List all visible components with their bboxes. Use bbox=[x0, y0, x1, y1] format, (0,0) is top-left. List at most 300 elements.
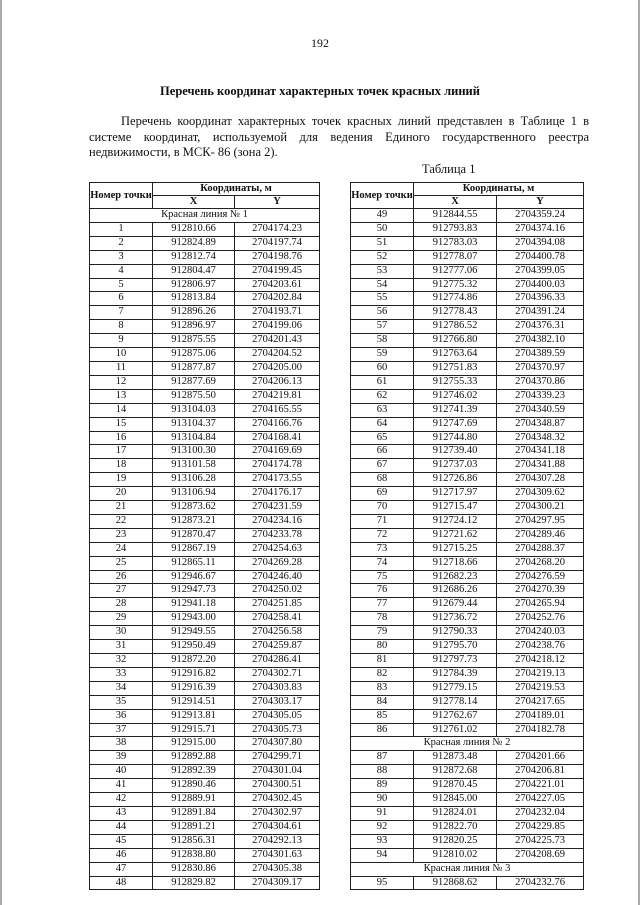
y-coordinate-cell: 2704309.62 bbox=[497, 487, 584, 501]
x-coordinate-cell: 912873.62 bbox=[153, 501, 235, 515]
table-row bbox=[351, 306, 584, 320]
point-number-cell: 77 bbox=[351, 598, 414, 612]
table-row bbox=[351, 528, 584, 542]
point-number-cell: 52 bbox=[351, 250, 414, 264]
table-row bbox=[351, 389, 584, 403]
table-row bbox=[90, 709, 320, 723]
point-number-cell: 39 bbox=[90, 751, 153, 765]
x-coordinate-cell: 912778.43 bbox=[414, 306, 497, 320]
table-row bbox=[90, 501, 320, 515]
point-number-cell: 62 bbox=[351, 389, 414, 403]
table-row bbox=[351, 820, 584, 834]
table-row bbox=[90, 570, 320, 584]
table-row bbox=[351, 403, 584, 417]
table-row bbox=[351, 654, 584, 668]
table-row bbox=[351, 709, 584, 723]
x-coordinate-cell: 912870.47 bbox=[153, 528, 235, 542]
table-row bbox=[90, 320, 320, 334]
table-row bbox=[351, 793, 584, 807]
table-row bbox=[351, 236, 584, 250]
point-number-cell: 41 bbox=[90, 779, 153, 793]
table-row bbox=[351, 723, 584, 737]
y-coordinate-cell: 2704391.24 bbox=[497, 306, 584, 320]
y-coordinate-cell: 2704238.76 bbox=[497, 640, 584, 654]
header-point-number: Номер точки bbox=[351, 183, 414, 209]
x-coordinate-cell: 912747.69 bbox=[414, 417, 497, 431]
table-row bbox=[351, 514, 584, 528]
point-number-cell: 43 bbox=[90, 806, 153, 820]
point-number-cell: 85 bbox=[351, 709, 414, 723]
point-number-cell: 8 bbox=[90, 320, 153, 334]
point-number-cell: 30 bbox=[90, 626, 153, 640]
x-coordinate-cell: 912726.86 bbox=[414, 473, 497, 487]
point-number-cell: 3 bbox=[90, 250, 153, 264]
x-coordinate-cell: 912746.02 bbox=[414, 389, 497, 403]
y-coordinate-cell: 2704233.78 bbox=[235, 528, 320, 542]
table-row bbox=[351, 612, 584, 626]
x-coordinate-cell: 912810.02 bbox=[414, 848, 497, 862]
table-row bbox=[351, 459, 584, 473]
y-coordinate-cell: 2704394.08 bbox=[497, 236, 584, 250]
x-coordinate-cell: 912824.01 bbox=[414, 806, 497, 820]
x-coordinate-cell: 912915.00 bbox=[153, 737, 235, 751]
table-row bbox=[90, 236, 320, 250]
x-coordinate-cell: 912774.86 bbox=[414, 292, 497, 306]
table-row bbox=[90, 654, 320, 668]
x-coordinate-cell: 912737.03 bbox=[414, 459, 497, 473]
x-coordinate-cell: 912844.55 bbox=[414, 209, 497, 223]
y-coordinate-cell: 2704289.46 bbox=[497, 528, 584, 542]
x-coordinate-cell: 912868.62 bbox=[414, 876, 497, 890]
point-number-cell: 35 bbox=[90, 695, 153, 709]
table-row bbox=[351, 542, 584, 556]
point-number-cell: 76 bbox=[351, 584, 414, 598]
y-coordinate-cell: 2704340.59 bbox=[497, 403, 584, 417]
point-number-cell: 94 bbox=[351, 848, 414, 862]
x-coordinate-cell: 912875.50 bbox=[153, 389, 235, 403]
point-number-cell: 79 bbox=[351, 626, 414, 640]
x-coordinate-cell: 912755.33 bbox=[414, 375, 497, 389]
y-coordinate-cell: 2704252.76 bbox=[497, 612, 584, 626]
point-number-cell: 92 bbox=[351, 820, 414, 834]
x-coordinate-cell: 912679.44 bbox=[414, 598, 497, 612]
point-number-cell: 20 bbox=[90, 487, 153, 501]
point-number-cell: 75 bbox=[351, 570, 414, 584]
table-row bbox=[351, 375, 584, 389]
point-number-cell: 71 bbox=[351, 514, 414, 528]
y-coordinate-cell: 2704303.17 bbox=[235, 695, 320, 709]
x-coordinate-cell: 912829.82 bbox=[153, 876, 235, 890]
x-coordinate-cell: 912744.80 bbox=[414, 431, 497, 445]
table-row bbox=[351, 806, 584, 820]
y-coordinate-cell: 2704173.55 bbox=[235, 473, 320, 487]
x-coordinate-cell: 912946.67 bbox=[153, 570, 235, 584]
y-coordinate-cell: 2704193.71 bbox=[235, 306, 320, 320]
x-coordinate-cell: 912950.49 bbox=[153, 640, 235, 654]
y-coordinate-cell: 2704250.02 bbox=[235, 584, 320, 598]
section-row bbox=[90, 209, 320, 223]
point-number-cell: 90 bbox=[351, 793, 414, 807]
y-coordinate-cell: 2704234.16 bbox=[235, 514, 320, 528]
point-number-cell: 29 bbox=[90, 612, 153, 626]
x-coordinate-cell: 912870.45 bbox=[414, 779, 497, 793]
point-number-cell: 84 bbox=[351, 695, 414, 709]
table-row bbox=[90, 389, 320, 403]
point-number-cell: 19 bbox=[90, 473, 153, 487]
y-coordinate-cell: 2704246.40 bbox=[235, 570, 320, 584]
y-coordinate-cell: 2704199.06 bbox=[235, 320, 320, 334]
y-coordinate-cell: 2704376.31 bbox=[497, 320, 584, 334]
table-row bbox=[90, 751, 320, 765]
point-number-cell: 66 bbox=[351, 445, 414, 459]
x-coordinate-cell: 912778.07 bbox=[414, 250, 497, 264]
table-row bbox=[351, 501, 584, 515]
y-coordinate-cell: 2704174.78 bbox=[235, 459, 320, 473]
x-coordinate-cell: 912845.00 bbox=[414, 793, 497, 807]
table-row bbox=[90, 278, 320, 292]
header-x: X bbox=[153, 196, 235, 209]
table-row bbox=[90, 723, 320, 737]
x-coordinate-cell: 912916.39 bbox=[153, 681, 235, 695]
point-number-cell: 89 bbox=[351, 779, 414, 793]
table-row bbox=[90, 487, 320, 501]
x-coordinate-cell: 912916.82 bbox=[153, 667, 235, 681]
y-coordinate-cell: 2704297.95 bbox=[497, 514, 584, 528]
x-coordinate-cell: 912856.31 bbox=[153, 834, 235, 848]
x-coordinate-cell: 912947.73 bbox=[153, 584, 235, 598]
document-title: Перечень координат характерных точек красных линий bbox=[160, 84, 480, 98]
point-number-cell: 56 bbox=[351, 306, 414, 320]
section-row bbox=[351, 737, 584, 751]
point-number-cell: 14 bbox=[90, 403, 153, 417]
y-coordinate-cell: 2704307.80 bbox=[235, 737, 320, 751]
point-number-cell: 69 bbox=[351, 487, 414, 501]
table-row bbox=[90, 681, 320, 695]
table-row bbox=[351, 779, 584, 793]
x-coordinate-cell: 912784.39 bbox=[414, 667, 497, 681]
header-coordinates: Координаты, м bbox=[414, 183, 584, 196]
y-coordinate-cell: 2704305.73 bbox=[235, 723, 320, 737]
point-number-cell: 24 bbox=[90, 542, 153, 556]
table-row bbox=[90, 375, 320, 389]
table-row bbox=[90, 264, 320, 278]
x-coordinate-cell: 912872.20 bbox=[153, 654, 235, 668]
x-coordinate-cell: 912795.70 bbox=[414, 640, 497, 654]
y-coordinate-cell: 2704303.83 bbox=[235, 681, 320, 695]
x-coordinate-cell: 912786.52 bbox=[414, 320, 497, 334]
x-coordinate-cell: 912715.47 bbox=[414, 501, 497, 515]
x-coordinate-cell: 912896.97 bbox=[153, 320, 235, 334]
x-coordinate-cell: 912717.97 bbox=[414, 487, 497, 501]
table-row bbox=[351, 570, 584, 584]
point-number-cell: 67 bbox=[351, 459, 414, 473]
y-coordinate-cell: 2704218.12 bbox=[497, 654, 584, 668]
point-number-cell: 12 bbox=[90, 375, 153, 389]
table-row bbox=[351, 292, 584, 306]
x-coordinate-cell: 912889.91 bbox=[153, 793, 235, 807]
table-row bbox=[90, 292, 320, 306]
y-coordinate-cell: 2704348.32 bbox=[497, 431, 584, 445]
table-row bbox=[90, 459, 320, 473]
y-coordinate-cell: 2704370.86 bbox=[497, 375, 584, 389]
table-row bbox=[90, 820, 320, 834]
point-number-cell: 23 bbox=[90, 528, 153, 542]
y-coordinate-cell: 2704305.05 bbox=[235, 709, 320, 723]
y-coordinate-cell: 2704206.81 bbox=[497, 765, 584, 779]
point-number-cell: 63 bbox=[351, 403, 414, 417]
table-row bbox=[90, 793, 320, 807]
table-row bbox=[90, 598, 320, 612]
y-coordinate-cell: 2704205.00 bbox=[235, 361, 320, 375]
header-coordinates: Координаты, м bbox=[153, 183, 320, 196]
table-row bbox=[351, 667, 584, 681]
point-number-cell: 58 bbox=[351, 334, 414, 348]
table-row bbox=[90, 431, 320, 445]
table-row bbox=[351, 264, 584, 278]
y-coordinate-cell: 2704396.33 bbox=[497, 292, 584, 306]
point-number-cell: 6 bbox=[90, 292, 153, 306]
x-coordinate-cell: 912804.47 bbox=[153, 264, 235, 278]
point-number-cell: 45 bbox=[90, 834, 153, 848]
table-row bbox=[351, 765, 584, 779]
y-coordinate-cell: 2704341.88 bbox=[497, 459, 584, 473]
y-coordinate-cell: 2704221.01 bbox=[497, 779, 584, 793]
point-number-cell: 88 bbox=[351, 765, 414, 779]
table-row bbox=[90, 514, 320, 528]
point-number-cell: 44 bbox=[90, 820, 153, 834]
point-number-cell: 34 bbox=[90, 681, 153, 695]
point-number-cell: 48 bbox=[90, 876, 153, 890]
point-number-cell: 28 bbox=[90, 598, 153, 612]
table-row bbox=[351, 431, 584, 445]
y-coordinate-cell: 2704217.65 bbox=[497, 695, 584, 709]
x-coordinate-cell: 912838.80 bbox=[153, 848, 235, 862]
y-coordinate-cell: 2704348.87 bbox=[497, 417, 584, 431]
point-number-cell: 10 bbox=[90, 348, 153, 362]
table-row bbox=[351, 848, 584, 862]
point-number-cell: 81 bbox=[351, 654, 414, 668]
x-coordinate-cell: 912682.23 bbox=[414, 570, 497, 584]
y-coordinate-cell: 2704176.17 bbox=[235, 487, 320, 501]
table-row bbox=[90, 334, 320, 348]
point-number-cell: 74 bbox=[351, 556, 414, 570]
point-number-cell: 42 bbox=[90, 793, 153, 807]
point-number-cell: 13 bbox=[90, 389, 153, 403]
point-number-cell: 82 bbox=[351, 667, 414, 681]
y-coordinate-cell: 2704276.59 bbox=[497, 570, 584, 584]
point-number-cell: 70 bbox=[351, 501, 414, 515]
x-coordinate-cell: 912741.39 bbox=[414, 403, 497, 417]
point-number-cell: 5 bbox=[90, 278, 153, 292]
y-coordinate-cell: 2704301.04 bbox=[235, 765, 320, 779]
point-number-cell: 2 bbox=[90, 236, 153, 250]
y-coordinate-cell: 2704232.04 bbox=[497, 806, 584, 820]
x-coordinate-cell: 912877.87 bbox=[153, 361, 235, 375]
y-coordinate-cell: 2704258.41 bbox=[235, 612, 320, 626]
table-row bbox=[90, 667, 320, 681]
y-coordinate-cell: 2704400.78 bbox=[497, 250, 584, 264]
y-coordinate-cell: 2704219.53 bbox=[497, 681, 584, 695]
y-coordinate-cell: 2704307.28 bbox=[497, 473, 584, 487]
x-coordinate-cell: 912915.71 bbox=[153, 723, 235, 737]
y-coordinate-cell: 2704254.63 bbox=[235, 542, 320, 556]
x-coordinate-cell: 912892.39 bbox=[153, 765, 235, 779]
point-number-cell: 32 bbox=[90, 654, 153, 668]
y-coordinate-cell: 2704206.13 bbox=[235, 375, 320, 389]
table-row bbox=[351, 681, 584, 695]
x-coordinate-cell: 912686.26 bbox=[414, 584, 497, 598]
x-coordinate-cell: 912813.84 bbox=[153, 292, 235, 306]
point-number-cell: 80 bbox=[351, 640, 414, 654]
table-row bbox=[351, 876, 584, 890]
point-number-cell: 36 bbox=[90, 709, 153, 723]
y-coordinate-cell: 2704305.38 bbox=[235, 862, 320, 876]
table-row bbox=[90, 361, 320, 375]
point-number-cell: 57 bbox=[351, 320, 414, 334]
point-number-cell: 47 bbox=[90, 862, 153, 876]
red-line-section-label: Красная линия № 1 bbox=[90, 209, 320, 223]
y-coordinate-cell: 2704302.71 bbox=[235, 667, 320, 681]
coordinates-table-right bbox=[350, 182, 584, 890]
x-coordinate-cell: 912820.25 bbox=[414, 834, 497, 848]
y-coordinate-cell: 2704203.61 bbox=[235, 278, 320, 292]
point-number-cell: 64 bbox=[351, 417, 414, 431]
point-number-cell: 60 bbox=[351, 361, 414, 375]
point-number-cell: 4 bbox=[90, 264, 153, 278]
x-coordinate-cell: 912739.40 bbox=[414, 445, 497, 459]
x-coordinate-cell: 912891.21 bbox=[153, 820, 235, 834]
x-coordinate-cell: 912790.33 bbox=[414, 626, 497, 640]
point-number-cell: 95 bbox=[351, 876, 414, 890]
y-coordinate-cell: 2704219.81 bbox=[235, 389, 320, 403]
point-number-cell: 59 bbox=[351, 348, 414, 362]
y-coordinate-cell: 2704265.94 bbox=[497, 598, 584, 612]
table-row bbox=[90, 695, 320, 709]
x-coordinate-cell: 912822.70 bbox=[414, 820, 497, 834]
y-coordinate-cell: 2704251.85 bbox=[235, 598, 320, 612]
point-number-cell: 53 bbox=[351, 264, 414, 278]
x-coordinate-cell: 912943.00 bbox=[153, 612, 235, 626]
table-row bbox=[351, 751, 584, 765]
table-row bbox=[90, 250, 320, 264]
x-coordinate-cell: 912890.46 bbox=[153, 779, 235, 793]
intro-paragraph: Перечень координат характерных точек красных линий представлен в Таблице 1 в системе координат, используемой для ведения Единого государственного реестра недвижимости, в МСК- 86 (зона 2). bbox=[89, 114, 589, 159]
point-number-cell: 61 bbox=[351, 375, 414, 389]
y-coordinate-cell: 2704288.37 bbox=[497, 542, 584, 556]
x-coordinate-cell: 912875.06 bbox=[153, 348, 235, 362]
point-number-cell: 1 bbox=[90, 222, 153, 236]
x-coordinate-cell: 912715.25 bbox=[414, 542, 497, 556]
point-number-cell: 50 bbox=[351, 222, 414, 236]
y-coordinate-cell: 2704198.76 bbox=[235, 250, 320, 264]
x-coordinate-cell: 913104.37 bbox=[153, 417, 235, 431]
table-row bbox=[90, 862, 320, 876]
x-coordinate-cell: 912736.72 bbox=[414, 612, 497, 626]
x-coordinate-cell: 912763.64 bbox=[414, 348, 497, 362]
point-number-cell: 15 bbox=[90, 417, 153, 431]
x-coordinate-cell: 912949.55 bbox=[153, 626, 235, 640]
x-coordinate-cell: 912867.19 bbox=[153, 542, 235, 556]
y-coordinate-cell: 2704341.18 bbox=[497, 445, 584, 459]
point-number-cell: 40 bbox=[90, 765, 153, 779]
y-coordinate-cell: 2704302.97 bbox=[235, 806, 320, 820]
y-coordinate-cell: 2704201.43 bbox=[235, 334, 320, 348]
header-point-number: Номер точки bbox=[90, 183, 153, 209]
point-number-cell: 49 bbox=[351, 209, 414, 223]
y-coordinate-cell: 2704259.87 bbox=[235, 640, 320, 654]
point-number-cell: 51 bbox=[351, 236, 414, 250]
table-row bbox=[90, 806, 320, 820]
x-coordinate-cell: 912783.03 bbox=[414, 236, 497, 250]
page-number: 192 bbox=[311, 36, 329, 50]
table-row bbox=[90, 445, 320, 459]
header-x: X bbox=[414, 196, 497, 209]
y-coordinate-cell: 2704359.24 bbox=[497, 209, 584, 223]
x-coordinate-cell: 912892.88 bbox=[153, 751, 235, 765]
point-number-cell: 22 bbox=[90, 514, 153, 528]
y-coordinate-cell: 2704240.03 bbox=[497, 626, 584, 640]
y-coordinate-cell: 2704227.05 bbox=[497, 793, 584, 807]
point-number-cell: 65 bbox=[351, 431, 414, 445]
table-row bbox=[351, 278, 584, 292]
x-coordinate-cell: 912873.48 bbox=[414, 751, 497, 765]
y-coordinate-cell: 2704232.76 bbox=[497, 876, 584, 890]
point-number-cell: 38 bbox=[90, 737, 153, 751]
x-coordinate-cell: 912896.26 bbox=[153, 306, 235, 320]
table-row bbox=[90, 473, 320, 487]
y-coordinate-cell: 2704202.84 bbox=[235, 292, 320, 306]
table-row bbox=[351, 334, 584, 348]
x-coordinate-cell: 912810.66 bbox=[153, 222, 235, 236]
y-coordinate-cell: 2704270.39 bbox=[497, 584, 584, 598]
x-coordinate-cell: 912914.51 bbox=[153, 695, 235, 709]
point-number-cell: 72 bbox=[351, 528, 414, 542]
table-row bbox=[351, 556, 584, 570]
y-coordinate-cell: 2704374.16 bbox=[497, 222, 584, 236]
coordinates-table-left bbox=[89, 182, 320, 890]
table-row bbox=[90, 779, 320, 793]
table-row bbox=[90, 584, 320, 598]
table-row bbox=[351, 598, 584, 612]
y-coordinate-cell: 2704169.69 bbox=[235, 445, 320, 459]
table-row bbox=[90, 417, 320, 431]
table-row bbox=[90, 403, 320, 417]
x-coordinate-cell: 913100.30 bbox=[153, 445, 235, 459]
x-coordinate-cell: 913104.84 bbox=[153, 431, 235, 445]
table-row bbox=[351, 361, 584, 375]
x-coordinate-cell: 912777.06 bbox=[414, 264, 497, 278]
x-coordinate-cell: 912778.14 bbox=[414, 695, 497, 709]
table-row bbox=[90, 348, 320, 362]
y-coordinate-cell: 2704199.45 bbox=[235, 264, 320, 278]
x-coordinate-cell: 912724.12 bbox=[414, 514, 497, 528]
y-coordinate-cell: 2704204.52 bbox=[235, 348, 320, 362]
table-row bbox=[351, 584, 584, 598]
x-coordinate-cell: 912824.89 bbox=[153, 236, 235, 250]
x-coordinate-cell: 912751.83 bbox=[414, 361, 497, 375]
point-number-cell: 17 bbox=[90, 445, 153, 459]
x-coordinate-cell: 912891.84 bbox=[153, 806, 235, 820]
table-row bbox=[90, 876, 320, 890]
table-row bbox=[351, 250, 584, 264]
table-row bbox=[351, 320, 584, 334]
y-coordinate-cell: 2704166.76 bbox=[235, 417, 320, 431]
table-row bbox=[90, 612, 320, 626]
point-number-cell: 54 bbox=[351, 278, 414, 292]
point-number-cell: 16 bbox=[90, 431, 153, 445]
point-number-cell: 27 bbox=[90, 584, 153, 598]
table-row bbox=[351, 834, 584, 848]
